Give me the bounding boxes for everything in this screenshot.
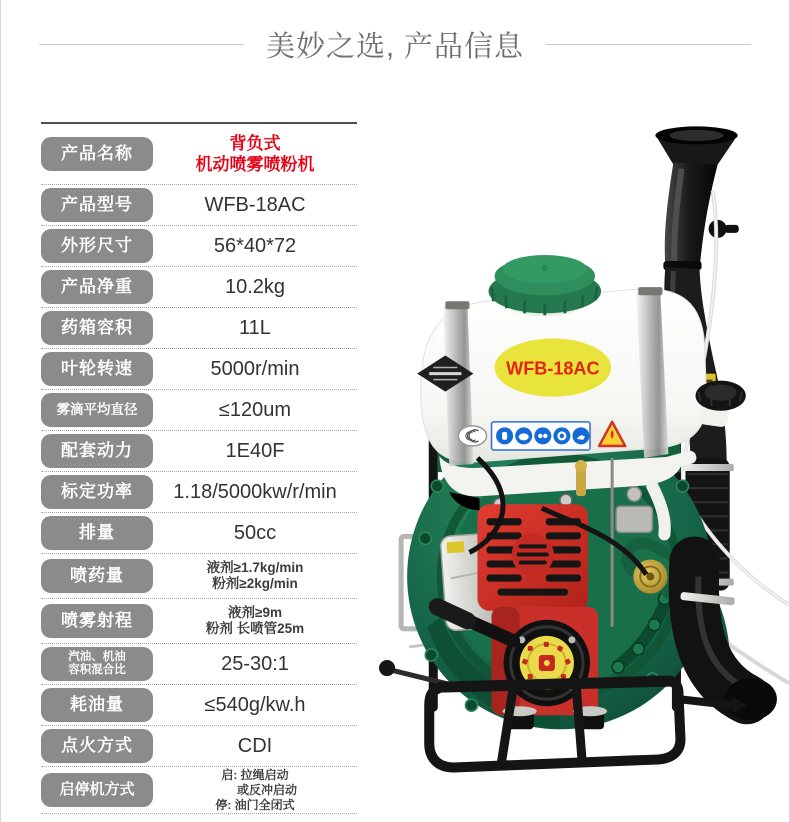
spec-row xyxy=(41,349,357,390)
spec-value: 5000r/min xyxy=(210,357,300,380)
spec-row xyxy=(41,599,357,644)
header-right-divider xyxy=(546,44,751,45)
spec-value: 液剂≥9m 粉剂 长喷管25m xyxy=(205,605,305,636)
spec-value: 11L xyxy=(239,316,271,339)
header-left-divider xyxy=(39,44,244,45)
spec-label: 产品名称 xyxy=(41,137,153,171)
spec-row xyxy=(41,226,357,267)
spec-label: 启停机方式 xyxy=(41,773,153,807)
spec-value: ≤120um xyxy=(218,398,292,421)
spec-row xyxy=(41,685,357,726)
spec-value: 启: 拉绳启动 或反冲启动 停: 油门全闭式 xyxy=(215,767,297,812)
spec-value: 1E40F xyxy=(225,439,285,462)
model-badge xyxy=(495,338,612,396)
spec-label: 雾滴平均直径 xyxy=(41,393,153,427)
page-title: 美妙之选, 产品信息 xyxy=(265,31,525,63)
spec-label: 配套动力 xyxy=(41,434,153,468)
ccc-mark xyxy=(458,426,486,446)
spec-value: 液剂≥1.7kg/min 粉剂≥2kg/min xyxy=(206,560,304,591)
spec-label: 药箱容积 xyxy=(41,311,153,345)
side-knob xyxy=(696,381,746,428)
spec-value: 56*40*72 xyxy=(213,234,297,257)
safety-icons xyxy=(492,422,590,450)
spec-label: 喷药量 xyxy=(41,559,153,593)
spec-value: ≤540g/kw.h xyxy=(204,693,306,716)
spec-value: 10.2kg xyxy=(224,275,286,298)
spec-value: WFB-18AC xyxy=(204,193,306,216)
section-header xyxy=(1,24,789,65)
spec-label: 叶轮转速 xyxy=(41,352,153,386)
spec-value: 50cc xyxy=(233,521,277,544)
spec-label: 喷雾射程 xyxy=(41,604,153,638)
spec-row xyxy=(41,644,357,685)
spec-row xyxy=(41,124,357,185)
spec-value: 背负式 机动喷雾喷粉机 xyxy=(195,133,315,174)
spec-value: 1.18/5000kw/r/min xyxy=(173,480,337,503)
model-badge-text: WFB-18AC xyxy=(506,358,600,379)
spec-row xyxy=(41,513,357,554)
spec-label: 耗油量 xyxy=(41,688,153,722)
spec-label: 排量 xyxy=(41,516,153,550)
spec-row xyxy=(41,726,357,767)
spec-value: 25-30:1 xyxy=(221,652,289,675)
spec-label: 汽油、机油 容积混合比 xyxy=(41,647,153,681)
spec-label: 标定功率 xyxy=(41,475,153,509)
spec-table xyxy=(41,122,357,822)
spec-table-rows xyxy=(41,124,357,814)
spec-row xyxy=(41,390,357,431)
spec-row xyxy=(41,267,357,308)
spec-label: 点火方式 xyxy=(41,729,153,763)
spec-label: 产品净重 xyxy=(41,270,153,304)
spec-row xyxy=(41,308,357,349)
spec-row xyxy=(41,472,357,513)
spec-value: CDI xyxy=(237,734,273,757)
product-photo xyxy=(379,104,790,814)
spec-row xyxy=(41,185,357,226)
spec-label: 外形尺寸 xyxy=(41,229,153,263)
spec-row xyxy=(41,554,357,599)
spec-row xyxy=(41,767,357,814)
spec-label: 产品型号 xyxy=(41,188,153,222)
spec-row xyxy=(41,431,357,472)
